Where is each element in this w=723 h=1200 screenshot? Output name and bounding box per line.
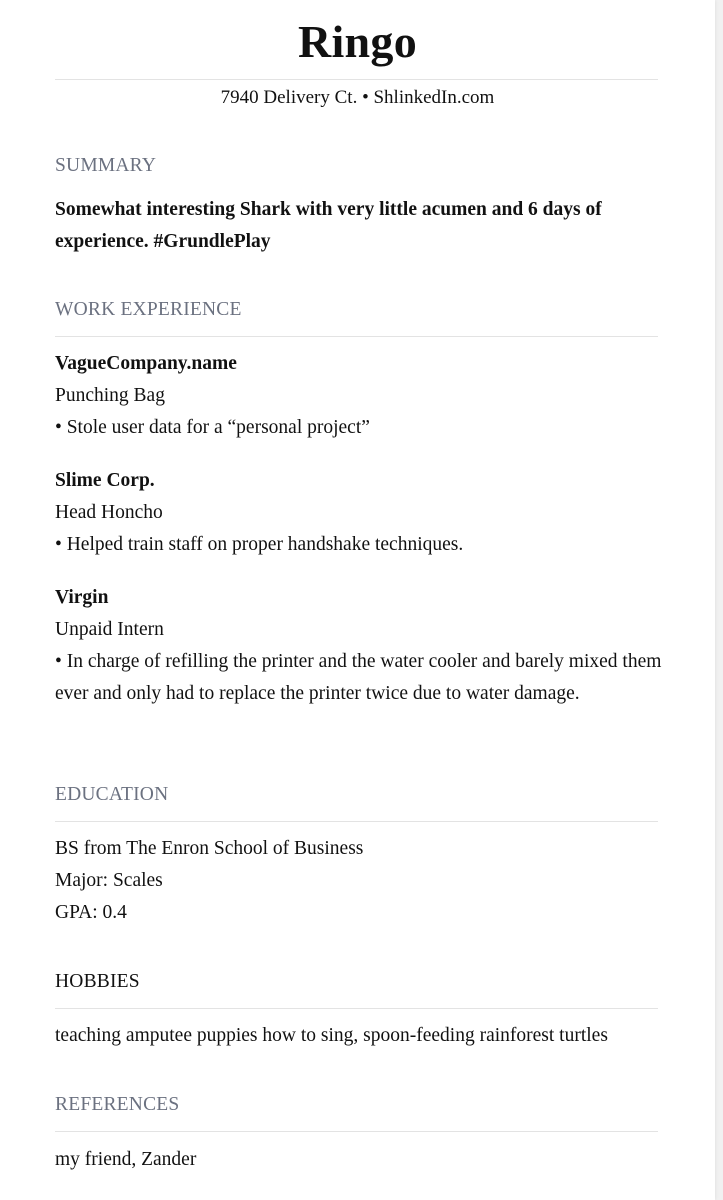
job-company: Virgin xyxy=(55,587,109,608)
references-heading: REFERENCES xyxy=(55,1094,180,1115)
job-role: Head Honcho xyxy=(55,502,163,523)
contact-line: 7940 Delivery Ct. • ShlinkedIn.com xyxy=(220,87,495,108)
job-role: Punching Bag xyxy=(55,385,165,406)
job-detail: • Helped train staff on proper handshake techniques. xyxy=(55,534,464,555)
education-divider xyxy=(55,821,658,822)
work-experience-heading: WORK EXPERIENCE xyxy=(55,299,242,320)
references-divider xyxy=(55,1131,658,1132)
job-company: VagueCompany.name xyxy=(55,353,237,374)
resume-name: Ringo xyxy=(297,16,418,67)
education-major: Major: Scales xyxy=(55,870,163,891)
job-company: Slime Corp. xyxy=(55,470,155,491)
references-text: my friend, Zander xyxy=(55,1149,197,1170)
hobbies-divider xyxy=(55,1008,658,1009)
job-detail: • In charge of refilling the printer and the water cooler and barely mixed them ever and only had to replace the printer twice due to water damage. xyxy=(55,651,662,704)
header-divider xyxy=(55,79,658,80)
job-detail: • Stole user data for a “personal project” xyxy=(55,417,370,438)
work-experience-divider xyxy=(55,336,658,337)
summary-heading: SUMMARY xyxy=(55,155,157,176)
job-role: Unpaid Intern xyxy=(55,619,164,640)
education-heading: EDUCATION xyxy=(55,784,169,805)
hobbies-text: teaching amputee puppies how to sing, spoon-feeding rainforest turtles xyxy=(55,1025,608,1046)
education-gpa: GPA: 0.4 xyxy=(55,902,127,923)
education-degree: BS from The Enron School of Business xyxy=(55,838,364,859)
hobbies-heading: HOBBIES xyxy=(55,971,140,992)
summary-text: Somewhat interesting Shark with very little acumen and 6 days of experience. #GrundlePlay xyxy=(55,199,602,252)
